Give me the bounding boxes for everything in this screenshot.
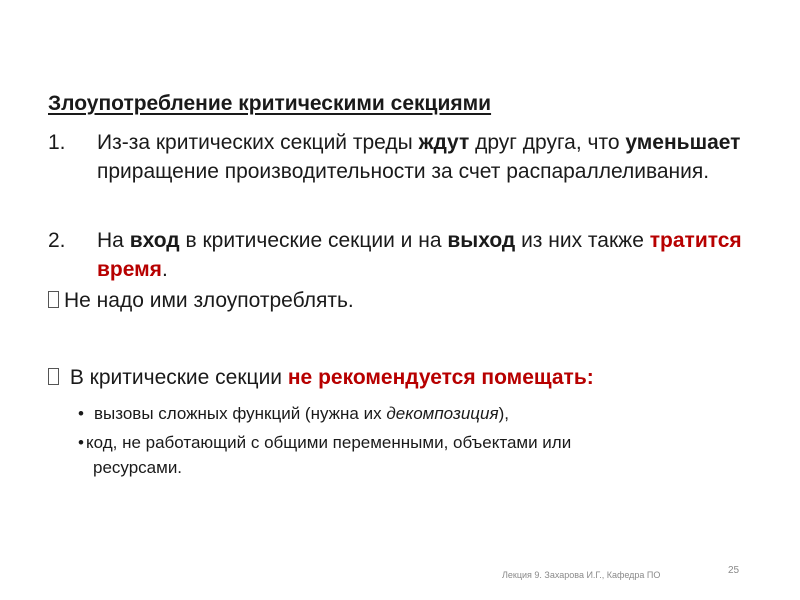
sub-bullet-text-line-1: код, не работающий с общими переменными, объектами или <box>86 433 572 452</box>
missing-glyph-box-icon <box>48 291 59 308</box>
text-run: ), <box>498 404 509 423</box>
text-run: . <box>161 258 168 281</box>
bullet-dot-icon: • <box>78 404 84 423</box>
no-abuse-line <box>48 289 354 313</box>
item-number: 2. <box>48 229 66 252</box>
text-run: На <box>97 229 130 252</box>
not-recommended-line <box>48 366 594 390</box>
slide-heading: Злоупотребление критическими секциями <box>48 92 492 115</box>
bold-run: вход <box>129 229 180 252</box>
text-run: Не надо ими злоупотреблять. <box>64 289 354 312</box>
item-number: 1. <box>48 131 66 154</box>
item-text <box>97 128 757 186</box>
page-number: 25 <box>728 565 740 576</box>
sub-bullet-text <box>94 401 509 426</box>
text-run: вызовы сложных функций (нужна их <box>94 404 387 423</box>
highlight-run: не рекомендуется помещать: <box>287 366 594 389</box>
bold-run: ждут <box>418 131 470 154</box>
missing-glyph-box-icon <box>48 368 59 385</box>
text-run: из них также <box>515 229 650 252</box>
bold-run: уменьшает <box>625 131 741 154</box>
text-run: В критические секции <box>64 366 288 389</box>
text-run: приращение производительности за счет распараллеливания. <box>97 160 710 183</box>
text-run: друг друга, что <box>469 131 626 154</box>
slide-footer: Лекция 9. Захарова И.Г., Кафедра ПО <box>502 570 661 580</box>
bullet-dot-icon: • <box>78 433 84 452</box>
sub-bullet-text-line-2: ресурсами. <box>93 458 183 477</box>
item-text <box>97 226 757 284</box>
text-run: в критические секции и на <box>179 229 448 252</box>
highlight-run: тратится время <box>97 229 742 281</box>
text-run: Из-за критических секций треды <box>97 131 419 154</box>
italic-run: декомпозиция <box>386 404 499 423</box>
bold-run: выход <box>447 229 516 252</box>
